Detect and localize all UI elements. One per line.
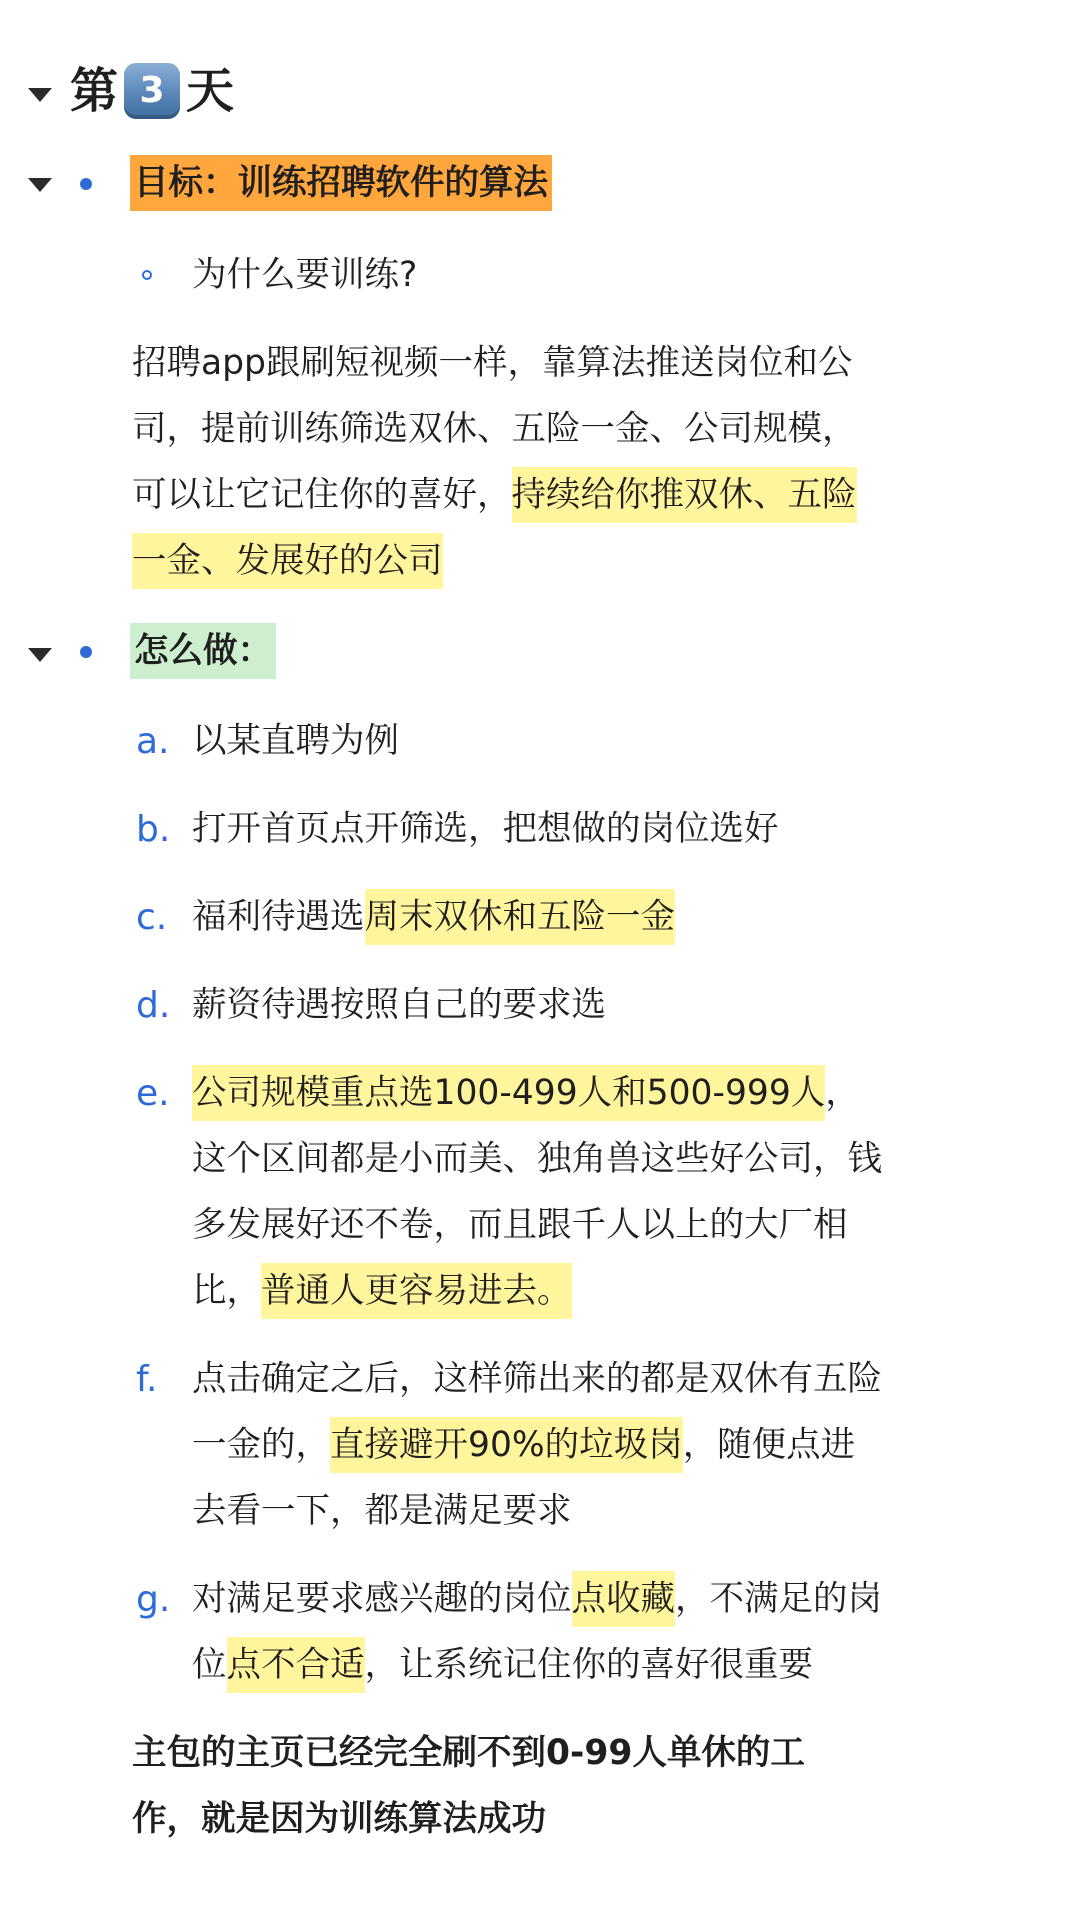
step-g-line (192, 1632, 813, 1698)
step-c-text (192, 884, 675, 950)
step-a-text: 以某直聘为例 (192, 721, 399, 761)
goal-paragraph-highlight: 一金、发展好的公司 (132, 533, 443, 589)
title-prefix: 第 (70, 63, 119, 119)
step-f-plain: ，随便点进 (682, 1425, 856, 1465)
step-marker: g. (136, 1579, 171, 1620)
step-g-plain: ，不满足的岗 (675, 1579, 882, 1619)
step-g-plain: ，让系统记住你的喜好很重要 (364, 1645, 813, 1685)
goal-paragraph-line (132, 462, 857, 528)
step-g-plain: 位 (192, 1645, 227, 1685)
step-e-plain: ， (825, 1073, 860, 1113)
collapse-toggle-icon[interactable] (28, 88, 52, 102)
collapse-toggle-icon[interactable] (28, 178, 52, 192)
sub-bullet-icon (142, 270, 152, 280)
goal-paragraph-line: 司，提前训练筛选双休、五险一金、公司规模， (132, 409, 857, 449)
step-g-highlight: 点收藏 (572, 1571, 676, 1627)
conclusion-line: 作，就是因为训练算法成功 (132, 1799, 546, 1839)
collapse-toggle-icon[interactable] (28, 648, 52, 662)
step-c-highlight: 周末双休和五险一金 (365, 889, 676, 945)
howto-highlight: 怎么做： (130, 623, 276, 679)
step-e-highlight: 公司规模重点选100-499人和500-999人 (192, 1065, 825, 1121)
goal-paragraph-line (132, 528, 443, 594)
step-marker: c. (136, 897, 168, 938)
step-e-highlight: 普通人更容易进去。 (261, 1263, 572, 1319)
goal-paragraph-text: 可以让它记住你的喜好， (132, 475, 512, 515)
step-e-line (192, 1258, 572, 1324)
step-marker: f. (136, 1359, 158, 1400)
step-e-line: 这个区间都是小而美、独角兽这些好公司，钱 (192, 1139, 882, 1179)
step-f-plain: 一金的， (192, 1425, 330, 1465)
step-g-highlight: 点不合适 (227, 1637, 365, 1693)
step-b-text: 打开首页点开筛选，把想做的岗位选好 (192, 809, 779, 849)
title-suffix: 天 (186, 63, 235, 119)
step-e-line: 多发展好还不卷，而且跟千人以上的大厂相 (192, 1205, 848, 1245)
step-e-plain: 比， (192, 1271, 261, 1311)
step-c-plain: 福利待遇选 (192, 897, 365, 937)
bullet-icon (80, 646, 92, 658)
step-marker: b. (136, 809, 171, 850)
goal-question: 为什么要训练? (192, 255, 418, 295)
goal-paragraph-line: 招聘app跟刷短视频一样，靠算法推送岗位和公 (132, 343, 853, 383)
bullet-icon (80, 178, 92, 190)
step-f-line: 去看一下，都是满足要求 (192, 1491, 572, 1531)
step-marker: e. (136, 1073, 170, 1114)
goal-paragraph-highlight: 持续给你推双休、五险 (512, 467, 857, 523)
step-d-text: 薪资待遇按照自己的要求选 (192, 985, 606, 1025)
step-marker: a. (136, 721, 170, 762)
goal-highlight: 目标：训练招聘软件的算法 (130, 155, 552, 211)
step-f-highlight: 直接避开90%的垃圾岗 (330, 1417, 683, 1473)
goal-label (130, 150, 552, 216)
step-f-line (192, 1412, 855, 1478)
step-marker: d. (136, 985, 171, 1026)
step-g-line (192, 1566, 882, 1632)
step-f-line: 点击确定之后，这样筛出来的都是双休有五险 (192, 1359, 882, 1399)
step-g-plain: 对满足要求感兴趣的岗位 (192, 1579, 572, 1619)
howto-label (130, 618, 276, 684)
step-e-line (192, 1060, 860, 1126)
keycap-number-icon: 3 (124, 63, 180, 119)
conclusion-line: 主包的主页已经完全刷不到0-99人单休的工 (132, 1733, 805, 1773)
page-title (70, 58, 234, 124)
